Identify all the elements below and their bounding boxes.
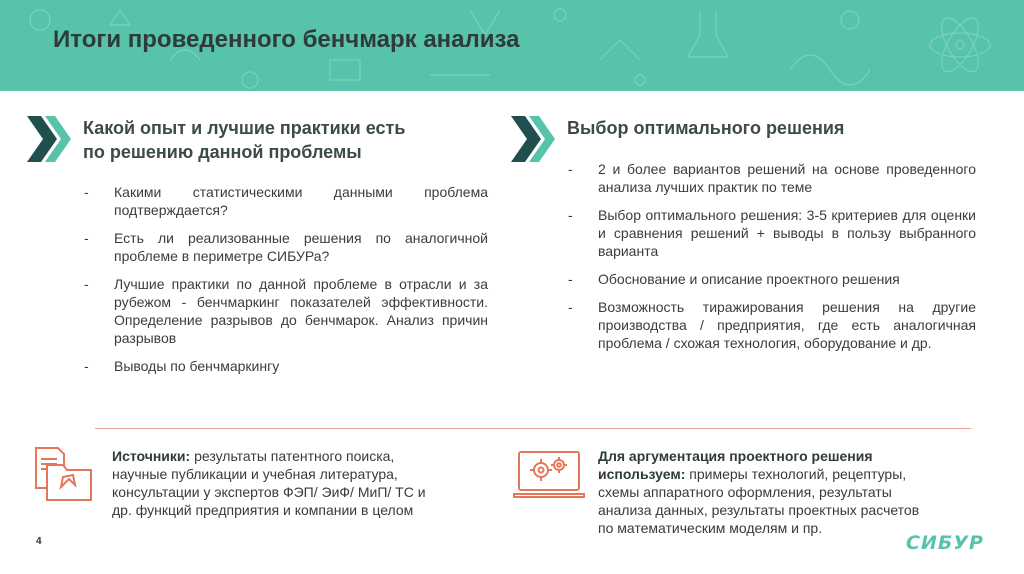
list-item [84,275,488,347]
list-item-text: Возможность тиражирования решения на другие производства / предприятия, где есть аналогичная проблема / схожая технология, оборудование и др. [598,299,976,351]
sources-text: др. функций предприятия и компании в целом [112,502,414,518]
list-item [84,357,488,375]
documents-folder-icon [33,445,95,503]
left-section-header [27,116,405,164]
chevron-right-icon [511,116,557,162]
laptop-settings-icon [513,450,585,500]
sources-text: консультации у экспертов ФЭП/ ЭиФ/ МиП/ ТС и [112,484,426,500]
list-item [568,160,976,196]
list-item [568,298,976,352]
bullet-dash: - [84,184,89,200]
sources-note [112,447,492,519]
list-item [568,206,976,260]
list-item-text: Есть ли реализованные решения по аналогичной проблеме в периметре СИБУРа? [114,230,488,264]
argument-text: примеры технологий, рецептуры, [685,466,907,482]
sources-text: результаты патентного поиска, [190,448,395,464]
page-number: 4 [36,536,42,547]
sibur-logo: СИБУР [906,532,984,554]
left-title-line1: Какой опыт и лучшие практики есть [83,118,406,138]
argument-label: Для аргументация проектного решения [598,448,873,464]
left-list [84,183,488,385]
page-title: Итоги проведенного бенчмарк анализа [53,26,520,53]
list-item-text: Какими статистическими данными проблема подтверждается? [114,184,488,218]
left-section-title [83,116,405,164]
bullet-dash: - [84,230,89,246]
list-item-text: Выводы по бенчмаркингу [114,358,280,374]
argument-text: по математическим моделям и пр. [598,520,823,536]
argument-text: схемы аппаратного оформления, результаты [598,484,892,500]
sources-label: Источники: [112,448,191,464]
sources-text: научные публикации и учебная литература, [112,466,398,482]
bullet-dash: - [568,299,573,315]
bullet-dash: - [568,161,573,177]
right-section-title: Выбор оптимального решения [567,118,845,138]
right-list [568,160,976,362]
list-item [84,183,488,219]
bullet-dash: - [568,207,573,223]
bullet-dash: - [568,271,573,287]
left-title-line2: по решению данной проблемы [83,142,362,162]
list-item [84,229,488,265]
list-item-text: Обоснование и описание проектного решения [598,271,900,287]
list-item-text: Лучшие практики по данной проблеме в отрасли и за рубежом - бенчмаркинг показателей эффективности. Определение разрывов до бенчмарок. Анализ причин разрывов [114,276,488,346]
divider-line [95,428,971,429]
chevron-right-icon [27,116,73,162]
list-item-text: Выбор оптимального решения: 3-5 критериев для оценки и сравнения решений + выводы в пользу выбранного варианта [598,207,976,259]
argument-text: анализа данных, результаты проектных расчетов [598,502,920,518]
list-item-text: 2 и более вариантов решений на основе проведенного анализа лучших практик по теме [598,161,976,195]
right-section-header [511,116,844,162]
bullet-dash: - [84,358,89,374]
argument-label: используем: [598,466,686,482]
bullet-dash: - [84,276,89,292]
list-item [568,270,976,288]
header-bar [0,0,1024,91]
argument-note [598,447,978,537]
